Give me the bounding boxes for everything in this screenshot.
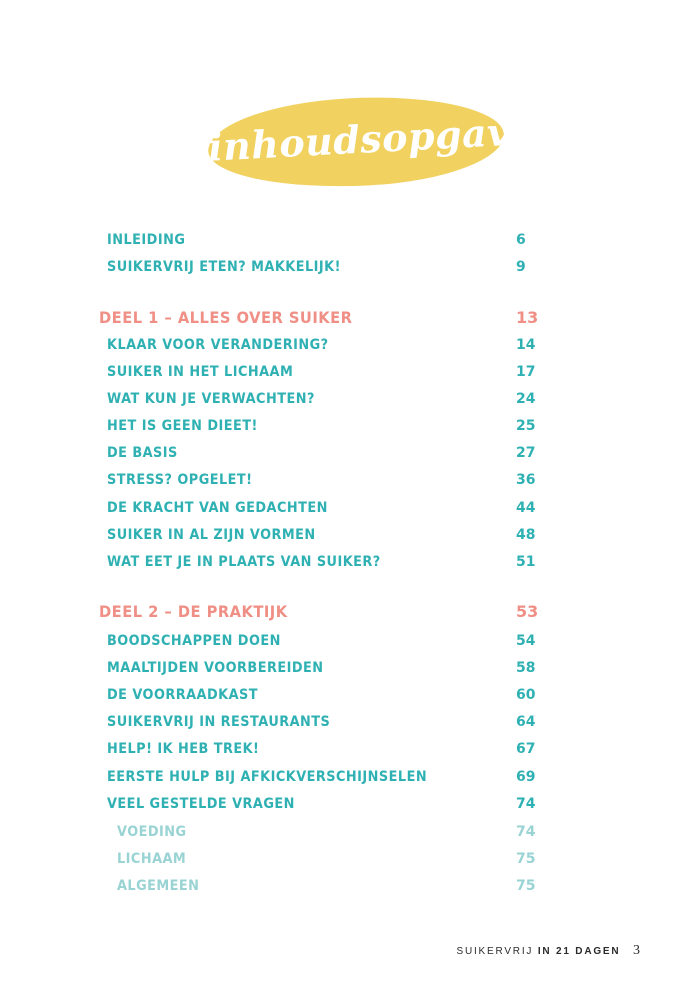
- toc-page-number: 67: [516, 741, 536, 757]
- toc-page-number: 6: [516, 232, 526, 248]
- toc-entry[interactable]: SUIKER IN HET LICHAAM: [107, 364, 294, 380]
- toc-page-number: 51: [516, 554, 536, 570]
- toc-sub-entry[interactable]: LICHAAM: [117, 851, 187, 867]
- toc-page-number: 74: [516, 824, 536, 840]
- toc-page-number: 25: [516, 418, 536, 434]
- footer-page-number: 3: [633, 943, 640, 958]
- toc-page-number: 53: [516, 602, 539, 621]
- toc-page-number: 69: [516, 769, 536, 785]
- toc-page-number: 24: [516, 391, 536, 407]
- toc-page-number: 14: [516, 337, 536, 353]
- toc-entry[interactable]: SUIKER IN AL ZIJN VORMEN: [107, 527, 316, 543]
- toc-entry[interactable]: WAT EET JE IN PLAATS VAN SUIKER?: [107, 554, 381, 570]
- toc-entry[interactable]: KLAAR VOOR VERANDERING?: [107, 337, 329, 353]
- toc-entry[interactable]: DE KRACHT VAN GEDACHTEN: [107, 500, 328, 516]
- toc-entry-inleiding[interactable]: INLEIDING: [107, 232, 186, 248]
- toc-entry[interactable]: WAT KUN JE VERWACHTEN?: [107, 391, 315, 407]
- toc-sub-entry[interactable]: ALGEMEEN: [117, 878, 200, 894]
- toc-page-number: 48: [516, 527, 536, 543]
- page-title: inhoudsopgave: [206, 107, 536, 170]
- toc-entry[interactable]: DE VOORRAADKAST: [107, 687, 258, 703]
- toc-entry[interactable]: HET IS GEEN DIEET!: [107, 418, 258, 434]
- toc-page-number: 36: [516, 472, 536, 488]
- toc-page-number: 54: [516, 633, 536, 649]
- footer-days: IN 21 DAGEN: [537, 946, 621, 957]
- toc-page-number: 75: [516, 878, 536, 894]
- toc-page-number: 75: [516, 851, 536, 867]
- toc-entry[interactable]: STRESS? OPGELET!: [107, 472, 253, 488]
- toc-entry[interactable]: VEEL GESTELDE VRAGEN: [107, 796, 295, 812]
- toc-chapter-deel-1[interactable]: DEEL 1 – ALLES OVER SUIKER: [99, 308, 353, 327]
- toc-entry[interactable]: BOODSCHAPPEN DOEN: [107, 633, 281, 649]
- toc-entry-suikervrij-eten[interactable]: SUIKERVRIJ ETEN? MAKKELIJK!: [107, 259, 341, 275]
- toc-page-number: 58: [516, 660, 536, 676]
- toc-page-number: 64: [516, 714, 536, 730]
- page-footer: [456, 941, 640, 961]
- toc-entry[interactable]: HELP! IK HEB TREK!: [107, 741, 260, 757]
- toc-entry[interactable]: DE BASIS: [107, 445, 178, 461]
- toc-page-number: 17: [516, 364, 536, 380]
- toc-sub-entry[interactable]: VOEDING: [117, 824, 187, 840]
- toc-page-number: 9: [516, 259, 526, 275]
- toc-chapter-deel-2[interactable]: DEEL 2 – DE PRAKTIJK: [99, 602, 288, 621]
- toc-entry[interactable]: SUIKERVRIJ IN RESTAURANTS: [107, 714, 331, 730]
- toc-page-number: 27: [516, 445, 536, 461]
- toc-entry[interactable]: MAALTIJDEN VOORBEREIDEN: [107, 660, 324, 676]
- toc-page-number: 60: [516, 687, 536, 703]
- footer-brand: SUIKERVRIJ: [456, 946, 534, 957]
- toc-page-number: 13: [516, 308, 539, 327]
- toc-page-number: 44: [516, 500, 536, 516]
- toc-page-number: 74: [516, 796, 536, 812]
- toc-entry[interactable]: EERSTE HULP BIJ AFKICKVERSCHIJNSELEN: [107, 769, 428, 785]
